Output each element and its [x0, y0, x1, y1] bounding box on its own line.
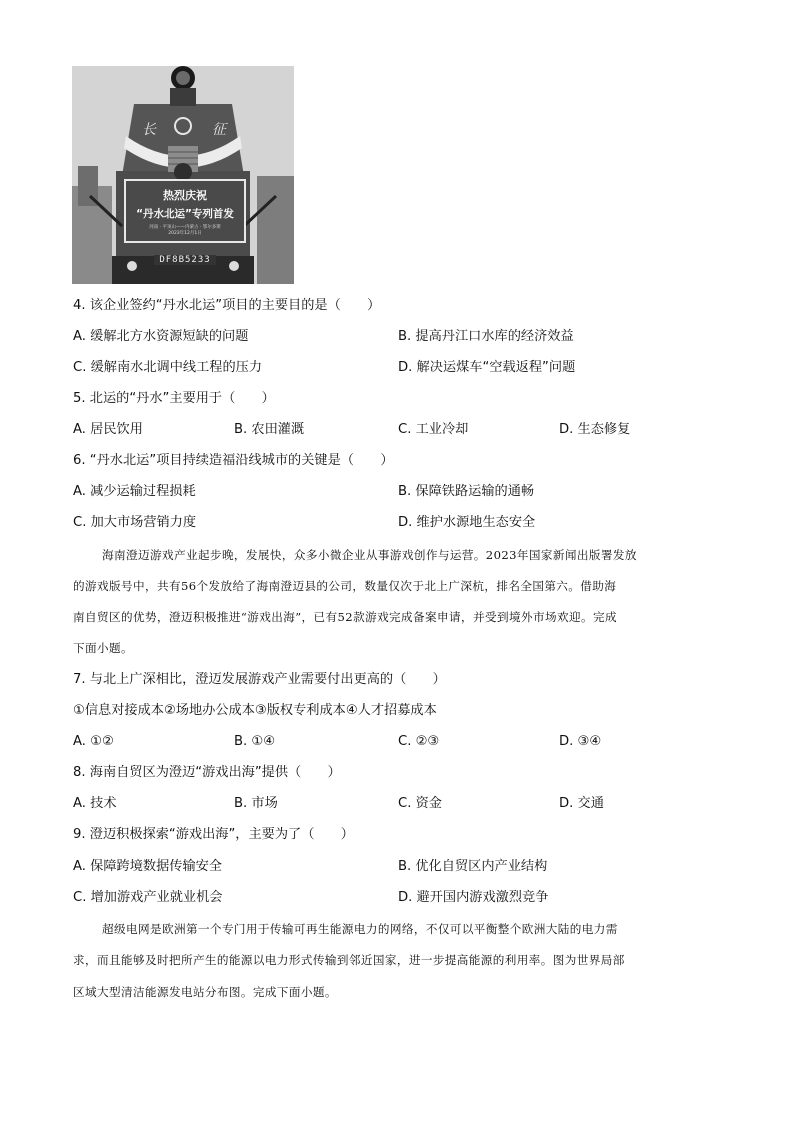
locomotive-number-plate: DF8B5233 — [154, 255, 216, 265]
q4-option-b[interactable]: B. 提高丹江口水库的经济效益 — [398, 329, 574, 344]
passage1-line2: 的游戏版号中，共有56个发放给了海南澄迈县的公司，数量仅次于北上广深杭，排名全国第六。借助海 — [73, 579, 617, 593]
q5-option-a[interactable]: A. 居民饮用 — [73, 422, 143, 437]
q9-option-d[interactable]: D. 避开国内游戏激烈竞争 — [398, 890, 549, 905]
q5-stem: 5. 北运的“丹水”主要用于（ ） — [73, 391, 275, 406]
q4-option-d[interactable]: D. 解决运煤车“空载返程”问题 — [398, 360, 576, 375]
passage2-line2: 求，而且能够及时把所产生的能源以电力形式传输到邻近国家，进一步提高能源的利用率。图为世界局部 — [73, 953, 625, 967]
passage1-line4: 下面小题。 — [73, 641, 133, 655]
banner-route: 河南 · 平顶山——内蒙古 · 鄂尔多斯 — [149, 225, 221, 230]
passage1-line3: 南自贸区的优势，澄迈积极推进“游戏出海”，已有52款游戏完成备案申请，并受到境外市场欢迎。完成 — [73, 610, 617, 624]
q9-option-c[interactable]: C. 增加游戏产业就业机会 — [73, 890, 223, 905]
passage2-line3: 区域大型清洁能源发电站分布图。完成下面小题。 — [73, 985, 337, 999]
q8-option-c[interactable]: C. 资金 — [398, 796, 442, 811]
q4-option-c[interactable]: C. 缓解南水北调中线工程的压力 — [73, 360, 263, 375]
q5-option-b[interactable]: B. 农田灌溉 — [234, 422, 305, 437]
locomotive-illustration — [72, 66, 294, 284]
q8-option-d[interactable]: D. 交通 — [559, 796, 604, 811]
q7-stem: 7. 与北上广深相比，澄迈发展游戏产业需要付出更高的（ ） — [73, 672, 446, 687]
q7-option-c[interactable]: C. ②③ — [398, 734, 440, 749]
celebration-banner — [124, 179, 246, 243]
q4-option-a[interactable]: A. 缓解北方水资源短缺的问题 — [73, 329, 249, 344]
q7-option-b[interactable]: B. ①④ — [234, 734, 276, 749]
q7-items: ①信息对接成本②场地办公成本③版权专利成本④人才招募成本 — [73, 703, 437, 718]
svg-text:长: 长 — [142, 122, 156, 138]
banner-date: 2023年12月1日 — [168, 231, 202, 236]
q8-option-b[interactable]: B. 市场 — [234, 796, 278, 811]
q8-option-a[interactable]: A. 技术 — [73, 796, 117, 811]
q6-stem: 6. “丹水北运”项目持续造福沿线城市的关键是（ ） — [73, 453, 394, 468]
q5-option-c[interactable]: C. 工业冷却 — [398, 422, 469, 437]
svg-text:征: 征 — [212, 122, 226, 138]
banner-subtitle: “丹水北运”专列首发 — [136, 208, 234, 220]
q6-option-b[interactable]: B. 保障铁路运输的通畅 — [398, 484, 535, 499]
q7-option-d[interactable]: D. ③④ — [559, 734, 602, 749]
banner-title: 热烈庆祝 — [163, 189, 207, 202]
q9-option-b[interactable]: B. 优化自贸区内产业结构 — [398, 859, 548, 874]
q4-stem: 4. 该企业签约“丹水北运”项目的主要目的是（ ） — [73, 298, 381, 313]
passage2-line1: 超级电网是欧洲第一个专门用于传输可再生能源电力的网络，不仅可以平衡整个欧洲大陆的电力需 — [102, 922, 618, 936]
q8-stem: 8. 海南自贸区为澄迈“游戏出海”提供（ ） — [73, 765, 341, 780]
q9-stem: 9. 澄迈积极探索“游戏出海”，主要为了（ ） — [73, 827, 354, 842]
q9-option-a[interactable]: A. 保障跨境数据传输安全 — [73, 859, 223, 874]
q6-option-a[interactable]: A. 减少运输过程损耗 — [73, 484, 196, 499]
q7-option-a[interactable]: A. ①② — [73, 734, 114, 749]
locomotive-photo — [72, 66, 294, 284]
q6-option-c[interactable]: C. 加大市场营销力度 — [73, 515, 197, 530]
q5-option-d[interactable]: D. 生态修复 — [559, 422, 631, 437]
passage1-line1: 海南澄迈游戏产业起步晚，发展快，众多小微企业从事游戏创作与运营。2023年国家新闻出版署发放 — [102, 548, 637, 562]
q6-option-d[interactable]: D. 维护水源地生态安全 — [398, 515, 536, 530]
